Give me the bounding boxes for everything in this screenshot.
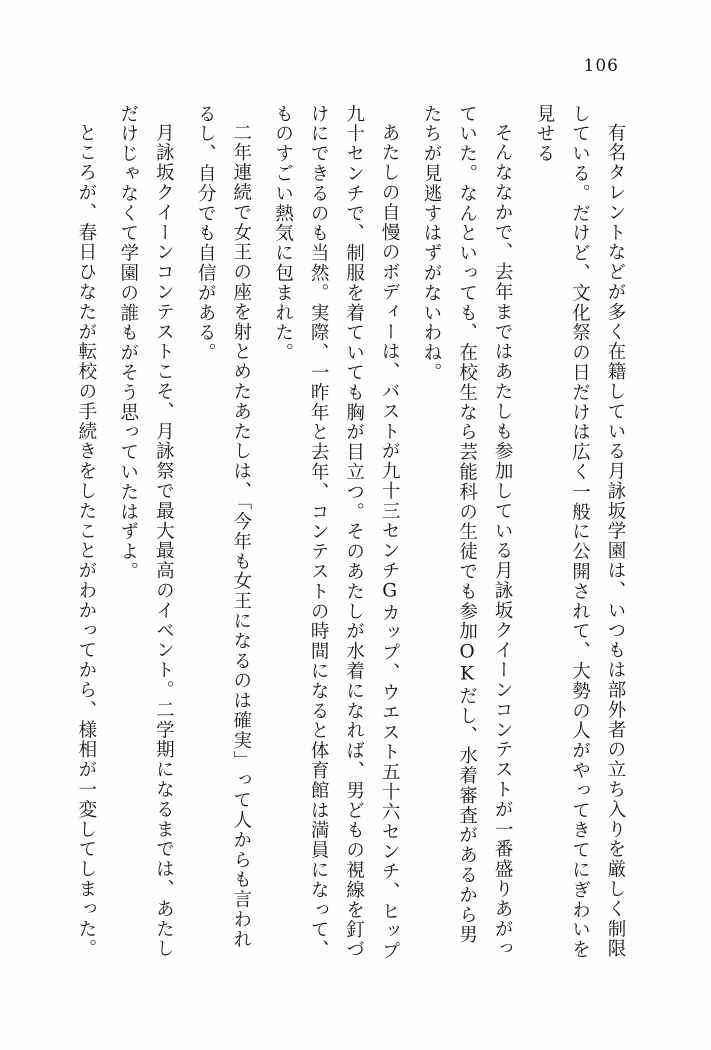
paragraph: 月詠坂クイーンコンテストこそ、月詠祭で最大最高のイベント。二学期になるまでは、あたしだけじゃなくて学園の誰もがそう思っていたはずよ。 xyxy=(117,104,175,959)
paragraph: あたしの自慢のボディーは、バストが九十三センチGカップ、ウエスト五十六センチ、ヒップ九十センチで、制服を着ていても胸が目立つ。そのあたしが水着になれば、男どもの視線を釘づけにできるのも当然。実際、一昨年と去年、コンテストの時間になると体育館は満員になって、ものすごい熱気に包まれた。 xyxy=(272,104,401,961)
paragraph: ところが、春日ひなたが転校の手続きをしたことがわかってから、様相が一変してしまった。 xyxy=(75,122,97,959)
vertical-text-body xyxy=(62,104,633,964)
paragraph: 二年連続で女王の座を射とめたあたしは、「今年も女王になるのは確実」って人からも言われるし、自分でも自信がある。 xyxy=(195,104,252,950)
page-number: 106 xyxy=(583,56,619,76)
paragraph: そんななかで、去年まではあたしも参加している月詠坂クイーンコンテストが一番盛りあがっていた。なんといっても、在校生なら芸能科の生徒でも参加OKだし、水着審査があるから男たちが見逃すはずがないわね。 xyxy=(421,104,514,959)
paragraph: 有名タレントなどが多く在籍している月詠坂学園は、いつもは部外者の立ち入りを厳しく制限している。だけど、文化祭の日だけは広く一般に公開されて、大勢の人がやってきてにぎわいを見せる xyxy=(533,104,626,960)
